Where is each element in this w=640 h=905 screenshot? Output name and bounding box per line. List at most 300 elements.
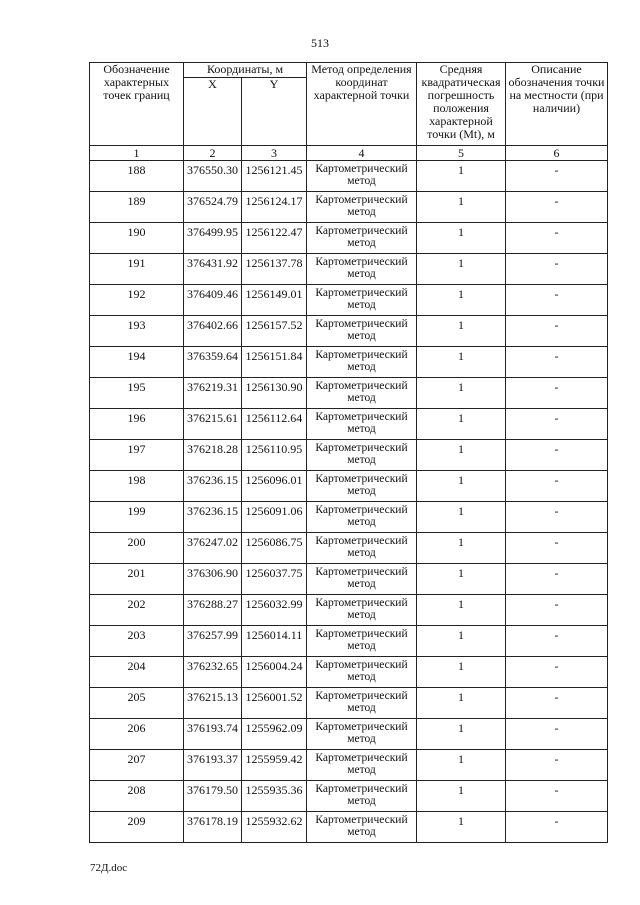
table-row (90, 440, 608, 471)
cell-mean-error-text: 1 (458, 318, 464, 332)
cell-mean-error (417, 626, 506, 657)
cell-point-id (90, 285, 184, 316)
cell-x-text: 376402.66 (187, 318, 238, 332)
cell-description (506, 781, 608, 812)
cell-description (506, 533, 608, 564)
cell-x-text: 376218.28 (187, 442, 238, 456)
header-y: Y (242, 78, 307, 146)
table-row (90, 316, 608, 347)
cell-point-id-text: 205 (127, 690, 146, 704)
cell-mean-error (417, 688, 506, 719)
cell-description-text: - (554, 628, 559, 642)
cell-description (506, 378, 608, 409)
cell-x (184, 409, 242, 440)
cell-point-id (90, 192, 184, 223)
cell-y-text: 1256122.47 (245, 225, 303, 239)
cell-mean-error (417, 223, 506, 254)
cell-point-id (90, 595, 184, 626)
table-row (90, 719, 608, 750)
cell-description-text: - (554, 504, 559, 518)
cell-x (184, 750, 242, 781)
table-row (90, 781, 608, 812)
cell-x-text: 376215.61 (187, 411, 238, 425)
table-row (90, 502, 608, 533)
cell-mean-error-text: 1 (458, 225, 464, 239)
cell-point-id (90, 719, 184, 750)
cell-x (184, 626, 242, 657)
cell-mean-error-text: 1 (458, 411, 464, 425)
cell-x (184, 223, 242, 254)
cell-mean-error (417, 719, 506, 750)
header-description: Описание обозначения точки на местности (при наличии) (506, 63, 608, 146)
cell-method-text: Картометрический метод (315, 783, 408, 807)
cell-y-text: 1256157.52 (245, 318, 303, 332)
cell-x (184, 285, 242, 316)
cell-mean-error (417, 471, 506, 502)
cell-x (184, 471, 242, 502)
cell-y-text: 1256086.75 (245, 535, 303, 549)
cell-method-text: Картометрический метод (315, 349, 408, 373)
cell-description-text: - (554, 690, 559, 704)
cell-y-text: 1256001.52 (245, 690, 303, 704)
cell-description (506, 347, 608, 378)
table-row (90, 626, 608, 657)
cell-method-text: Картометрический метод (315, 721, 408, 745)
cell-y-text: 1255962.09 (245, 721, 303, 735)
cell-mean-error (417, 316, 506, 347)
cell-description (506, 595, 608, 626)
cell-y (242, 471, 307, 502)
cell-point-id (90, 564, 184, 595)
cell-point-id (90, 223, 184, 254)
column-number: 1 (90, 146, 184, 161)
cell-mean-error (417, 347, 506, 378)
cell-y-text: 1256151.84 (245, 349, 303, 363)
cell-mean-error-text: 1 (458, 442, 464, 456)
cell-mean-error (417, 564, 506, 595)
cell-point-id-text: 209 (127, 814, 146, 828)
cell-method-text: Картометрический метод (315, 380, 408, 404)
page-number: 513 (311, 36, 329, 50)
cell-x (184, 688, 242, 719)
cell-method-text: Картометрический метод (315, 504, 408, 528)
cell-y (242, 223, 307, 254)
cell-x (184, 533, 242, 564)
cell-method-text: Картометрический метод (315, 194, 408, 218)
table-row (90, 471, 608, 502)
cell-point-id-text: 195 (127, 380, 146, 394)
cell-x-text: 376236.15 (187, 504, 238, 518)
boundary-points-table (89, 62, 608, 843)
cell-mean-error (417, 502, 506, 533)
cell-y-text: 1256121.45 (245, 163, 303, 177)
cell-mean-error-text: 1 (458, 659, 464, 673)
cell-x-text: 376431.92 (187, 256, 238, 270)
column-number: 6 (506, 146, 608, 161)
cell-method (307, 440, 417, 471)
cell-description-text: - (554, 814, 559, 828)
cell-x-text: 376179.50 (187, 783, 238, 797)
cell-description (506, 750, 608, 781)
cell-mean-error-text: 1 (458, 504, 464, 518)
cell-point-id (90, 502, 184, 533)
cell-method (307, 254, 417, 285)
table-row (90, 378, 608, 409)
cell-description (506, 626, 608, 657)
cell-x-text: 376236.15 (187, 473, 238, 487)
table-body (90, 161, 608, 843)
cell-description (506, 192, 608, 223)
cell-description (506, 285, 608, 316)
cell-point-id-text: 201 (127, 566, 146, 580)
cell-y (242, 192, 307, 223)
cell-point-id-text: 190 (127, 225, 146, 239)
cell-description (506, 161, 608, 192)
cell-method-text: Картометрический метод (315, 473, 408, 497)
cell-method-text: Картометрический метод (315, 287, 408, 311)
cell-y (242, 812, 307, 843)
cell-method (307, 378, 417, 409)
cell-description-text: - (554, 442, 559, 456)
cell-method-text: Картометрический метод (315, 752, 408, 776)
cell-x (184, 440, 242, 471)
table-row (90, 750, 608, 781)
cell-method-text: Картометрический метод (315, 535, 408, 559)
cell-mean-error (417, 781, 506, 812)
table-row (90, 812, 608, 843)
cell-y (242, 347, 307, 378)
cell-method (307, 347, 417, 378)
cell-description (506, 409, 608, 440)
cell-y (242, 626, 307, 657)
table-row (90, 254, 608, 285)
cell-y (242, 750, 307, 781)
cell-description (506, 254, 608, 285)
cell-y (242, 781, 307, 812)
cell-point-id-text: 199 (127, 504, 146, 518)
cell-description-text: - (554, 597, 559, 611)
cell-description (506, 564, 608, 595)
cell-mean-error-text: 1 (458, 256, 464, 270)
cell-point-id (90, 254, 184, 285)
cell-description-text: - (554, 659, 559, 673)
cell-point-id-text: 207 (127, 752, 146, 766)
cell-description (506, 719, 608, 750)
cell-mean-error (417, 161, 506, 192)
header-coordinates: Координаты, м (184, 63, 307, 78)
column-number: 5 (417, 146, 506, 161)
cell-mean-error (417, 750, 506, 781)
cell-x (184, 595, 242, 626)
cell-mean-error-text: 1 (458, 814, 464, 828)
cell-y-text: 1255932.62 (245, 814, 303, 828)
cell-method-text: Картометрический метод (315, 318, 408, 342)
cell-x-text: 376359.64 (187, 349, 238, 363)
cell-mean-error-text: 1 (458, 473, 464, 487)
cell-description-text: - (554, 473, 559, 487)
cell-y-text: 1256130.90 (245, 380, 303, 394)
cell-x (184, 192, 242, 223)
cell-mean-error-text: 1 (458, 597, 464, 611)
cell-point-id-text: 188 (127, 163, 146, 177)
cell-y-text: 1256032.99 (245, 597, 303, 611)
cell-method (307, 812, 417, 843)
cell-mean-error-text: 1 (458, 287, 464, 301)
cell-method (307, 223, 417, 254)
cell-description-text: - (554, 163, 559, 177)
cell-mean-error-text: 1 (458, 566, 464, 580)
cell-x-text: 376193.37 (187, 752, 238, 766)
cell-point-id-text: 202 (127, 597, 146, 611)
cell-point-id-text: 196 (127, 411, 146, 425)
cell-y (242, 316, 307, 347)
cell-x (184, 781, 242, 812)
cell-point-id-text: 204 (127, 659, 146, 673)
cell-point-id (90, 657, 184, 688)
cell-y-text: 1256124.17 (245, 194, 303, 208)
table-row (90, 347, 608, 378)
table-row (90, 285, 608, 316)
cell-description-text: - (554, 349, 559, 363)
cell-y (242, 378, 307, 409)
column-number: 3 (242, 146, 307, 161)
cell-y (242, 657, 307, 688)
cell-y (242, 440, 307, 471)
cell-point-id-text: 194 (127, 349, 146, 363)
cell-point-id-text: 191 (127, 256, 146, 270)
cell-description-text: - (554, 783, 559, 797)
cell-description (506, 688, 608, 719)
cell-mean-error-text: 1 (458, 752, 464, 766)
cell-method-text: Картометрический метод (315, 256, 408, 280)
cell-method-text: Картометрический метод (315, 814, 408, 838)
table-row (90, 564, 608, 595)
cell-method-text: Картометрический метод (315, 566, 408, 590)
cell-method (307, 471, 417, 502)
cell-description-text: - (554, 380, 559, 394)
cell-method (307, 750, 417, 781)
cell-point-id (90, 812, 184, 843)
cell-point-id (90, 626, 184, 657)
cell-y-text: 1256112.64 (245, 411, 303, 425)
cell-x-text: 376524.79 (187, 194, 238, 208)
cell-y (242, 161, 307, 192)
column-number: 2 (184, 146, 242, 161)
header-method: Метод определения координат характерной точки (307, 63, 417, 146)
cell-x (184, 161, 242, 192)
cell-point-id (90, 347, 184, 378)
cell-method (307, 409, 417, 440)
footer-filename: 72Д.doc (90, 862, 128, 874)
cell-point-id-text: 197 (127, 442, 146, 456)
cell-mean-error-text: 1 (458, 690, 464, 704)
table-row (90, 595, 608, 626)
cell-mean-error (417, 409, 506, 440)
cell-y-text: 1256096.01 (245, 473, 303, 487)
cell-y-text: 1256137.78 (245, 256, 303, 270)
cell-y-text: 1256004.24 (245, 659, 303, 673)
cell-point-id-text: 203 (127, 628, 146, 642)
cell-point-id-text: 192 (127, 287, 146, 301)
cell-mean-error (417, 192, 506, 223)
cell-description (506, 440, 608, 471)
cell-y (242, 595, 307, 626)
cell-method-text: Картометрический метод (315, 442, 408, 466)
cell-y (242, 564, 307, 595)
cell-y (242, 254, 307, 285)
column-numbers-row (90, 146, 608, 161)
cell-x (184, 564, 242, 595)
cell-y-text: 1255959.42 (245, 752, 303, 766)
cell-x-text: 376499.95 (187, 225, 238, 239)
cell-x (184, 719, 242, 750)
cell-mean-error (417, 657, 506, 688)
cell-x (184, 812, 242, 843)
column-number: 4 (307, 146, 417, 161)
cell-description-text: - (554, 194, 559, 208)
cell-mean-error-text: 1 (458, 721, 464, 735)
cell-point-id (90, 781, 184, 812)
cell-description (506, 471, 608, 502)
cell-y-text: 1255935.36 (245, 783, 303, 797)
cell-description-text: - (554, 566, 559, 580)
cell-x-text: 376306.90 (187, 566, 238, 580)
table-row (90, 533, 608, 564)
cell-method (307, 626, 417, 657)
cell-y-text: 1256149.01 (245, 287, 303, 301)
cell-x-text: 376257.99 (187, 628, 238, 642)
cell-point-id (90, 378, 184, 409)
cell-x-text: 376247.02 (187, 535, 238, 549)
cell-point-id (90, 316, 184, 347)
cell-point-id (90, 533, 184, 564)
cell-point-id (90, 688, 184, 719)
cell-y-text: 1256091.06 (245, 504, 303, 518)
cell-point-id-text: 189 (127, 194, 146, 208)
cell-description-text: - (554, 318, 559, 332)
cell-point-id (90, 440, 184, 471)
cell-x-text: 376288.27 (187, 597, 238, 611)
table-row (90, 161, 608, 192)
cell-description (506, 812, 608, 843)
header-mean-error: Средняя квадратическая погрешность положения характерной точки (Mt), м (417, 63, 506, 146)
cell-point-id (90, 161, 184, 192)
cell-method-text: Картометрический метод (315, 659, 408, 683)
cell-y (242, 688, 307, 719)
cell-x (184, 378, 242, 409)
cell-method-text: Картометрический метод (315, 411, 408, 435)
cell-description-text: - (554, 535, 559, 549)
header-x: X (184, 78, 242, 146)
cell-y-text: 1256110.95 (245, 442, 303, 456)
cell-method-text: Картометрический метод (315, 597, 408, 621)
cell-description (506, 502, 608, 533)
cell-point-id-text: 208 (127, 783, 146, 797)
cell-y (242, 719, 307, 750)
cell-mean-error (417, 533, 506, 564)
cell-x-text: 376409.46 (187, 287, 238, 301)
cell-y-text: 1256014.11 (245, 628, 303, 642)
cell-description-text: - (554, 287, 559, 301)
cell-description-text: - (554, 225, 559, 239)
cell-y (242, 409, 307, 440)
cell-method (307, 192, 417, 223)
cell-x (184, 502, 242, 533)
cell-mean-error-text: 1 (458, 535, 464, 549)
cell-x-text: 376193.74 (187, 721, 238, 735)
cell-point-id-text: 198 (127, 473, 146, 487)
cell-description (506, 657, 608, 688)
cell-x (184, 316, 242, 347)
cell-point-id (90, 409, 184, 440)
cell-mean-error (417, 440, 506, 471)
cell-y-text: 1256037.75 (245, 566, 303, 580)
cell-x-text: 376550.30 (187, 163, 238, 177)
cell-mean-error-text: 1 (458, 380, 464, 394)
cell-method (307, 533, 417, 564)
cell-description (506, 316, 608, 347)
table-row (90, 409, 608, 440)
cell-point-id-text: 206 (127, 721, 146, 735)
cell-method (307, 781, 417, 812)
cell-mean-error-text: 1 (458, 349, 464, 363)
table-row (90, 657, 608, 688)
cell-method (307, 657, 417, 688)
cell-x (184, 347, 242, 378)
cell-mean-error (417, 254, 506, 285)
cell-method (307, 595, 417, 626)
cell-method (307, 316, 417, 347)
cell-x (184, 657, 242, 688)
cell-point-id-text: 200 (127, 535, 146, 549)
cell-method (307, 285, 417, 316)
cell-description-text: - (554, 752, 559, 766)
cell-method (307, 502, 417, 533)
cell-method-text: Картометрический метод (315, 225, 408, 249)
cell-method-text: Картометрический метод (315, 690, 408, 714)
cell-mean-error (417, 812, 506, 843)
cell-method (307, 161, 417, 192)
table-row (90, 192, 608, 223)
cell-description (506, 223, 608, 254)
cell-description-text: - (554, 256, 559, 270)
cell-mean-error (417, 378, 506, 409)
cell-mean-error (417, 285, 506, 316)
cell-mean-error-text: 1 (458, 163, 464, 177)
cell-point-id (90, 471, 184, 502)
cell-description-text: - (554, 721, 559, 735)
cell-mean-error (417, 595, 506, 626)
cell-description-text: - (554, 411, 559, 425)
cell-mean-error-text: 1 (458, 628, 464, 642)
cell-mean-error-text: 1 (458, 194, 464, 208)
header-point-designation: Обозначение характерных точек границ (90, 63, 184, 146)
table-row (90, 223, 608, 254)
cell-x-text: 376219.31 (187, 380, 238, 394)
cell-point-id (90, 750, 184, 781)
cell-x (184, 254, 242, 285)
cell-mean-error-text: 1 (458, 783, 464, 797)
cell-point-id-text: 193 (127, 318, 146, 332)
cell-method-text: Картометрический метод (315, 163, 408, 187)
cell-x-text: 376178.19 (187, 814, 238, 828)
cell-method (307, 719, 417, 750)
cell-x-text: 376232.65 (187, 659, 238, 673)
cell-y (242, 285, 307, 316)
cell-y (242, 502, 307, 533)
cell-method (307, 564, 417, 595)
cell-x-text: 376215.13 (187, 690, 238, 704)
